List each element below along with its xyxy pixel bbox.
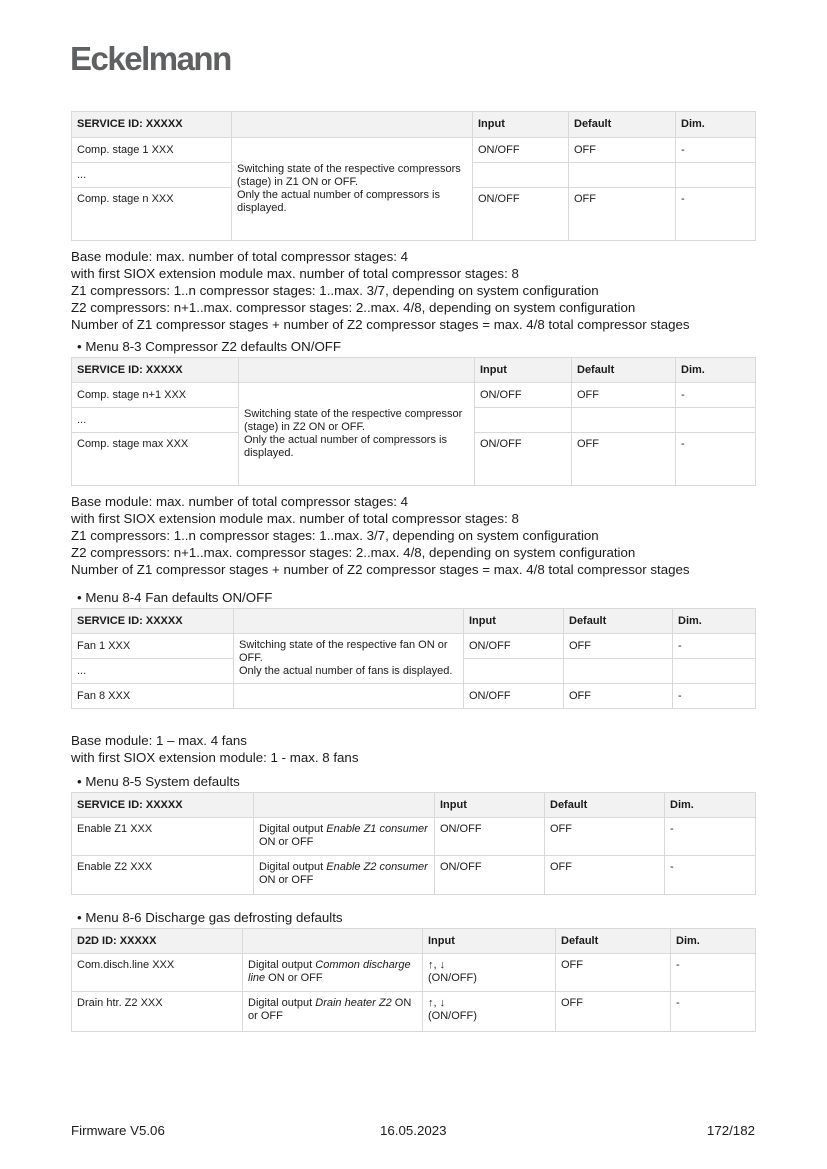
table-row	[72, 684, 756, 709]
menu-heading: • Menu 8-6 Discharge gas defrosting defaults	[77, 910, 343, 925]
menu-heading-text: Menu 8-5 System defaults	[85, 774, 240, 789]
parameter-name: Fan 8 XXX	[72, 684, 234, 709]
parameter-name: ...	[72, 163, 232, 188]
note-line: Z2 compressors: n+1..max. compressor stages: 2..max. 4/8, depending on system configuration	[71, 545, 636, 560]
table-row	[72, 856, 756, 895]
header-cell: Dim.	[673, 609, 756, 634]
header-cell: Default	[556, 929, 671, 954]
italic-text: Drain heater Z2	[315, 997, 392, 1009]
header-cell	[254, 793, 435, 818]
text-segment: Digital output	[248, 997, 316, 1009]
header-cell: Dim.	[671, 929, 756, 954]
menu-heading-text: Menu 8-3 Compressor Z2 defaults ON/OFF	[85, 339, 342, 354]
description-cell	[232, 138, 473, 241]
default-value: OFF	[556, 954, 671, 992]
menu-heading: • Menu 8-5 System defaults	[77, 774, 240, 789]
footer-firmware: Firmware V5.06	[71, 1123, 165, 1138]
header-cell: Default	[572, 358, 676, 383]
default-value: OFF	[569, 138, 676, 163]
parameter-table	[71, 357, 756, 486]
dimension	[673, 659, 756, 684]
dimension: -	[676, 433, 756, 486]
description-cell	[234, 634, 464, 684]
menu-heading: • Menu 8-3 Compressor Z2 defaults ON/OFF	[77, 339, 342, 354]
dimension: -	[665, 856, 756, 895]
dimension	[676, 163, 756, 188]
input-value: ON/OFF	[435, 856, 545, 895]
input-value: ON/OFF	[473, 138, 569, 163]
note-block	[71, 493, 690, 578]
default-value: OFF	[564, 684, 673, 709]
table-header-row	[72, 358, 756, 383]
input-value	[464, 659, 564, 684]
header-cell: Input	[435, 793, 545, 818]
header-cell: SERVICE ID: XXXXX	[72, 793, 254, 818]
table-header-row	[72, 609, 756, 634]
parameter-name: Comp. stage n+1 XXX	[72, 383, 239, 408]
header-cell: SERVICE ID: XXXXX	[72, 112, 232, 138]
parameter-name: Comp. stage max XXX	[72, 433, 239, 486]
text-segment: ON or OFF	[248, 997, 412, 1022]
text-segment: Digital output	[259, 861, 327, 873]
header-cell	[239, 358, 475, 383]
text-segment: Only the actual number of compressors is displayed.	[244, 434, 447, 459]
header-cell: Input	[475, 358, 572, 383]
default-value: OFF	[556, 992, 671, 1032]
parameter-table	[71, 928, 756, 1032]
dimension: -	[673, 634, 756, 659]
parameter-name: Enable Z1 XXX	[72, 818, 254, 856]
parameter-name: Enable Z2 XXX	[72, 856, 254, 895]
header-cell: Default	[569, 112, 676, 138]
header-cell	[234, 609, 464, 634]
text-segment: ON or OFF	[259, 874, 314, 886]
description-cell	[254, 856, 435, 895]
table-row	[72, 634, 756, 659]
default-value: OFF	[569, 188, 676, 241]
default-value	[564, 659, 673, 684]
menu-heading-text: Menu 8-4 Fan defaults ON/OFF	[85, 590, 273, 605]
input-value: ON/OFF	[473, 188, 569, 241]
table-header-row	[72, 929, 756, 954]
dimension: -	[671, 954, 756, 992]
input-value: ON/OFF	[464, 634, 564, 659]
dimension: -	[676, 138, 756, 163]
input-value: ON/OFF	[475, 433, 572, 486]
header-cell: Dim.	[665, 793, 756, 818]
header-cell: D2D ID: XXXXX	[72, 929, 243, 954]
text-segment: Switching state of the respective compressors (stage) in Z1 ON or OFF.	[237, 163, 461, 188]
input-value: ↑, ↓ (ON/OFF)	[423, 954, 556, 992]
table-row	[72, 818, 756, 856]
header-cell	[243, 929, 423, 954]
note-line: Number of Z1 compressor stages + number of Z2 compressor stages = max. 4/8 total compressor stages	[71, 562, 690, 577]
header-cell: SERVICE ID: XXXXX	[72, 609, 234, 634]
text-segment: Switching state of the respective compressor (stage) in Z2 ON or OFF.	[244, 408, 463, 433]
text-segment: Digital output	[248, 959, 316, 971]
text-segment: Only the actual number of fans is displayed.	[239, 665, 453, 677]
parameter-name: Fan 1 XXX	[72, 634, 234, 659]
note-block	[71, 248, 690, 333]
text-segment: ON or OFF	[259, 836, 314, 848]
parameter-name: Comp. stage n XXX	[72, 188, 232, 241]
description-cell	[243, 992, 423, 1032]
header-cell: Default	[564, 609, 673, 634]
parameter-table	[71, 111, 756, 241]
description-cell	[234, 684, 464, 709]
eckelmann-logo: Eckelmann	[70, 40, 231, 77]
dimension	[676, 408, 756, 433]
parameter-name: Comp. stage 1 XXX	[72, 138, 232, 163]
note-line: with first SIOX extension module max. number of total compressor stages: 8	[71, 266, 519, 281]
dimension: -	[665, 818, 756, 856]
note-line: with first SIOX extension module: 1 - max. 8 fans	[71, 750, 359, 765]
menu-heading: • Menu 8-4 Fan defaults ON/OFF	[77, 590, 273, 605]
italic-text: Common discharge line	[248, 959, 411, 984]
table-row	[72, 954, 756, 992]
parameter-table	[71, 792, 756, 895]
footer-page: 172/182	[706, 1123, 755, 1138]
header-cell: Input	[464, 609, 564, 634]
default-value	[569, 163, 676, 188]
text-segment: Only the actual number of compressors is displayed.	[237, 189, 440, 214]
note-line: Z1 compressors: 1..n compressor stages: 1..max. 3/7, depending on system configuration	[71, 528, 599, 543]
default-value: OFF	[572, 383, 676, 408]
header-cell: Input	[423, 929, 556, 954]
dimension: -	[671, 992, 756, 1032]
input-value: ↑, ↓ (ON/OFF)	[423, 992, 556, 1032]
table-row	[72, 992, 756, 1032]
note-line: Z2 compressors: n+1..max. compressor stages: 2..max. 4/8, depending on system configuration	[71, 300, 636, 315]
input-value: ON/OFF	[475, 383, 572, 408]
default-value: OFF	[545, 818, 665, 856]
dimension: -	[676, 188, 756, 241]
header-cell: SERVICE ID: XXXXX	[72, 358, 239, 383]
dimension: -	[673, 684, 756, 709]
description-cell	[254, 818, 435, 856]
table-row	[72, 138, 756, 163]
text-segment: Digital output	[259, 823, 327, 835]
header-cell: Dim.	[676, 358, 756, 383]
parameter-name: ...	[72, 659, 234, 684]
default-value: OFF	[572, 433, 676, 486]
note-line: Number of Z1 compressor stages + number of Z2 compressor stages = max. 4/8 total compressor stages	[71, 317, 690, 332]
input-value	[473, 163, 569, 188]
note-line: with first SIOX extension module max. number of total compressor stages: 8	[71, 511, 519, 526]
header-cell: Input	[473, 112, 569, 138]
note-line: Base module: max. number of total compressor stages: 4	[71, 249, 409, 264]
description-cell	[239, 383, 475, 486]
footer-date: 16.05.2023	[380, 1123, 447, 1138]
default-value	[572, 408, 676, 433]
table-header-row	[72, 793, 756, 818]
text-segment: Switching state of the respective fan ON or OFF.	[239, 639, 448, 664]
italic-text: Enable Z2 consumer	[326, 861, 428, 873]
input-value: ON/OFF	[464, 684, 564, 709]
note-line: Base module: max. number of total compressor stages: 4	[71, 494, 409, 509]
text-segment: ON or OFF	[265, 972, 323, 984]
description-cell	[243, 954, 423, 992]
note-block	[71, 732, 358, 766]
note-line: Z1 compressors: 1..n compressor stages: 1..max. 3/7, depending on system configuration	[71, 283, 599, 298]
italic-text: Enable Z1 consumer	[326, 823, 428, 835]
input-value	[475, 408, 572, 433]
table-header-row	[72, 112, 756, 138]
note-line: Base module: 1 – max. 4 fans	[71, 733, 247, 748]
table-row	[72, 383, 756, 408]
default-value: OFF	[545, 856, 665, 895]
parameter-name: Com.disch.line XXX	[72, 954, 243, 992]
parameter-name: ...	[72, 408, 239, 433]
header-cell: Default	[545, 793, 665, 818]
header-cell	[232, 112, 473, 138]
dimension: -	[676, 383, 756, 408]
parameter-table	[71, 608, 756, 709]
header-cell: Dim.	[676, 112, 756, 138]
input-value: ON/OFF	[435, 818, 545, 856]
parameter-name: Drain htr. Z2 XXX	[72, 992, 243, 1032]
menu-heading-text: Menu 8-6 Discharge gas defrosting defaults	[85, 910, 343, 925]
default-value: OFF	[564, 634, 673, 659]
